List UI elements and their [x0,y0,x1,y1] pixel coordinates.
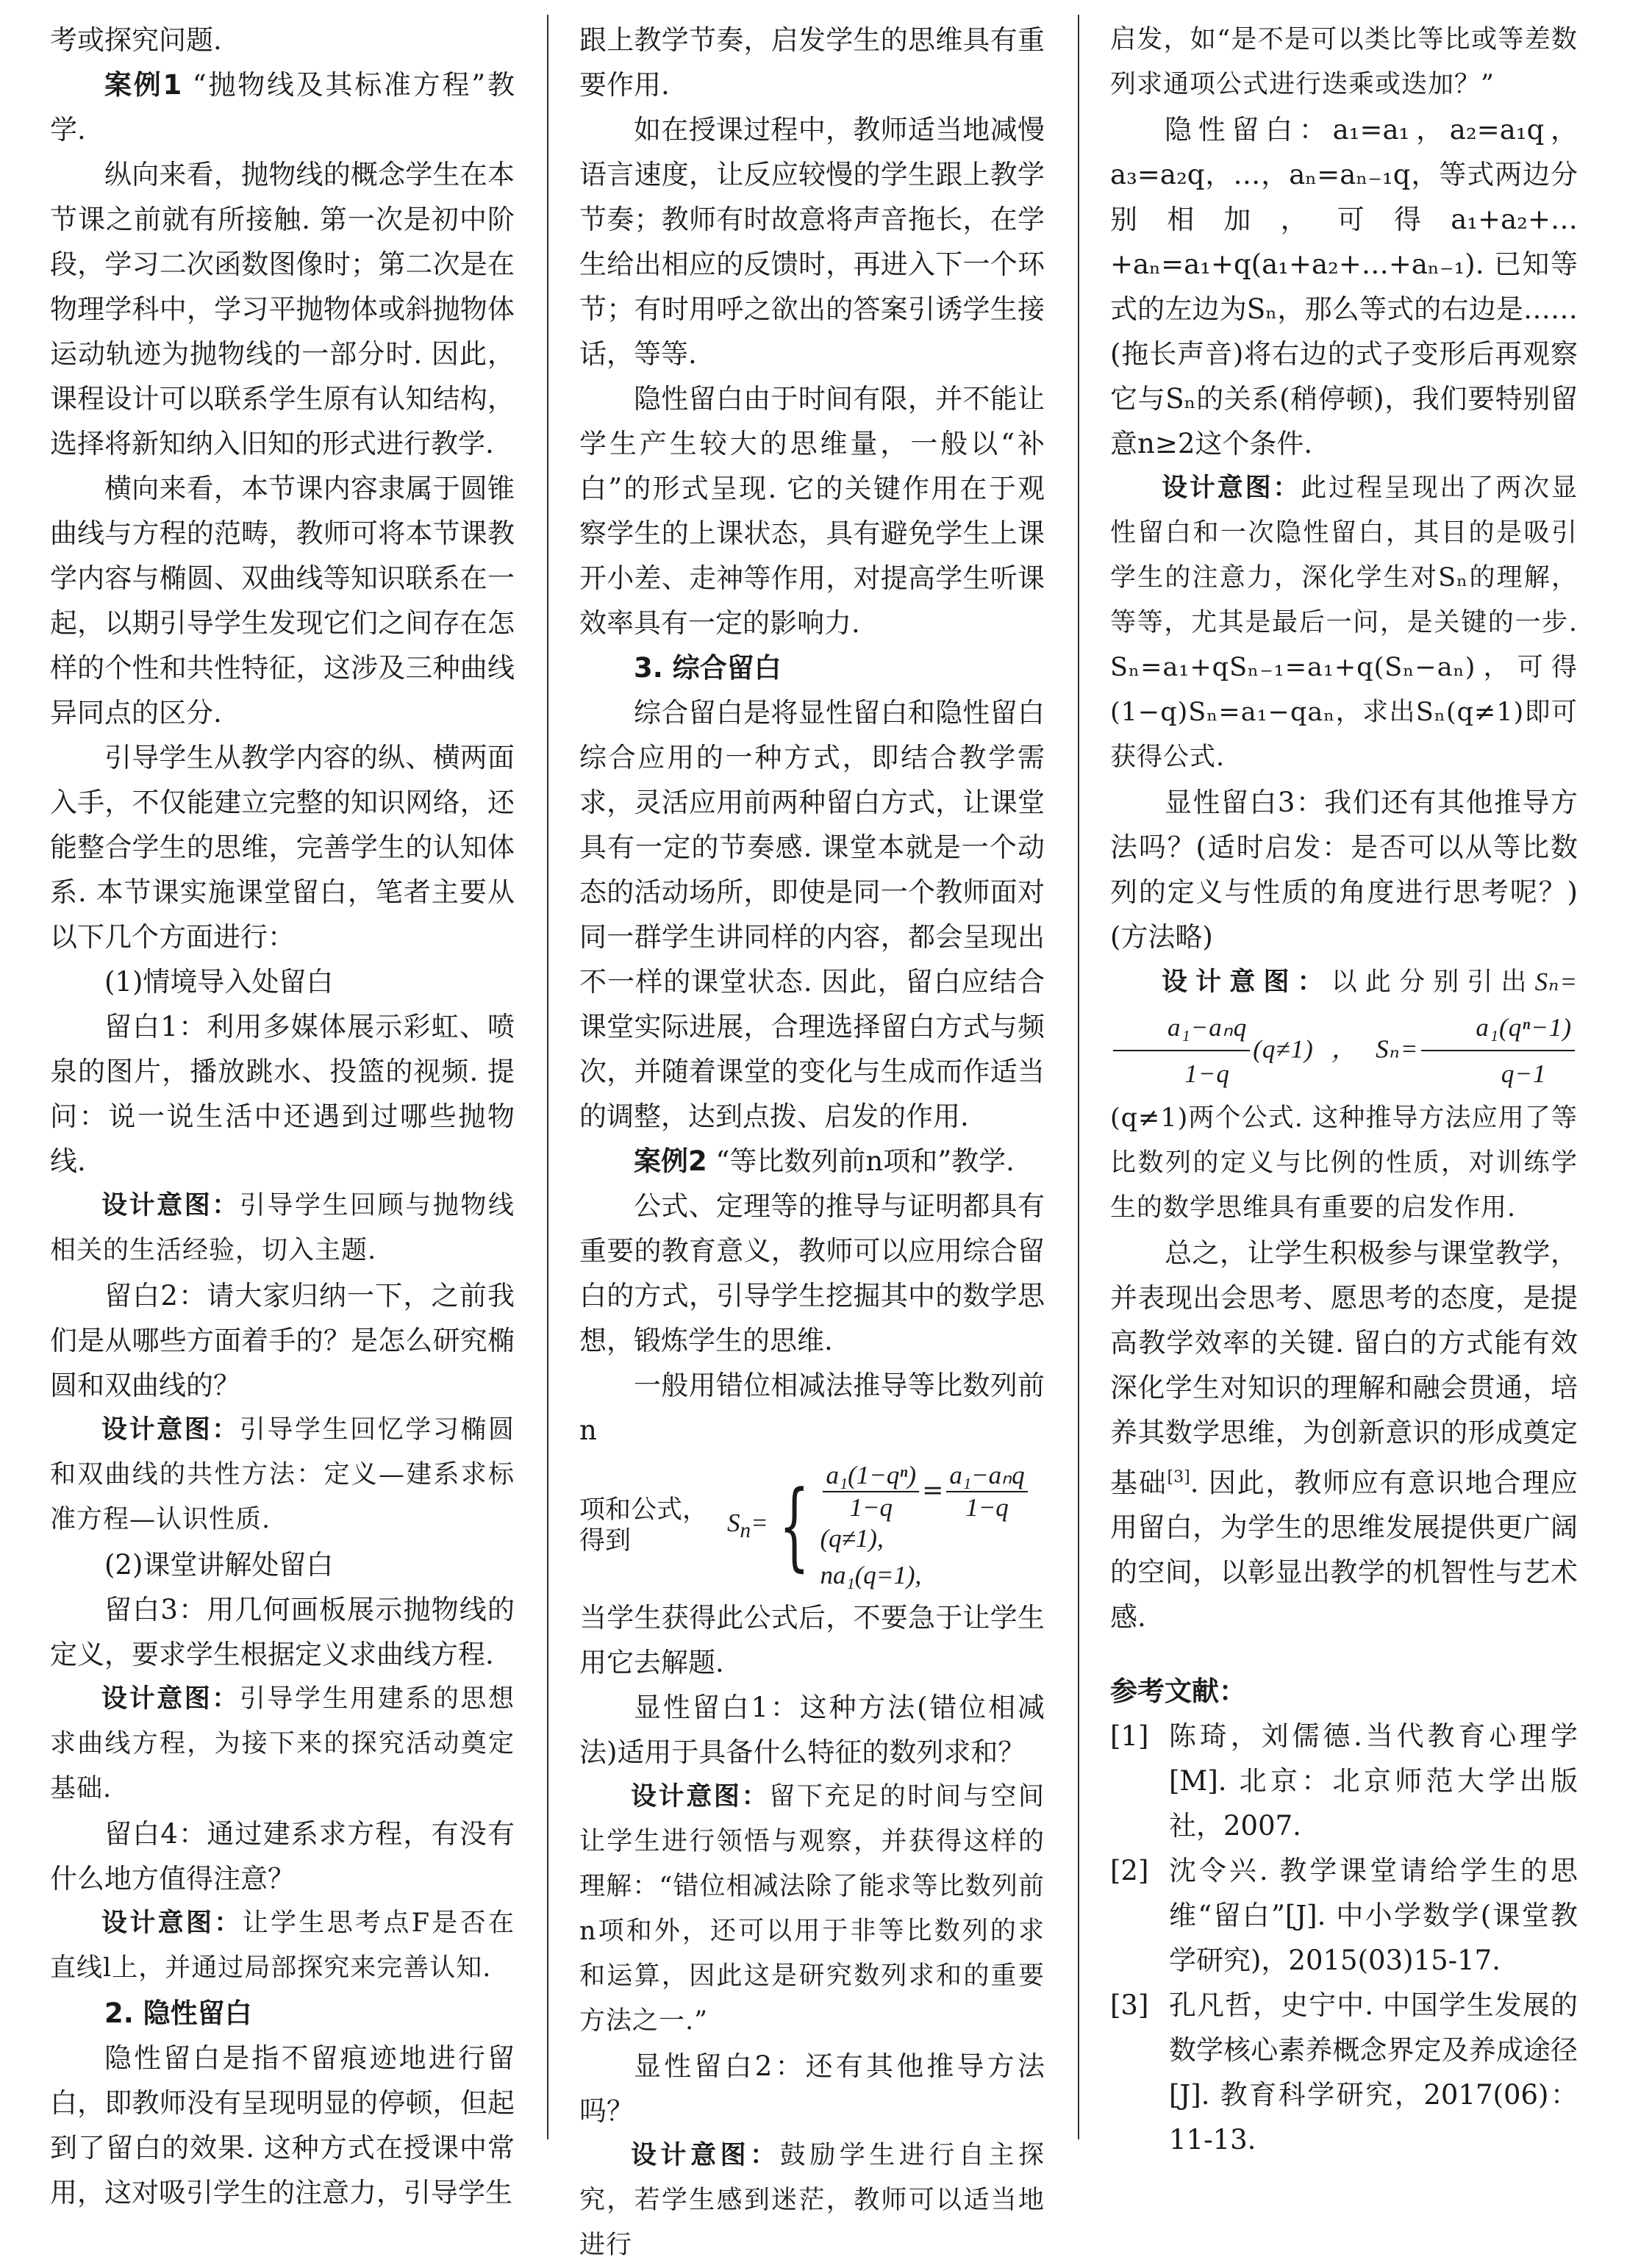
case-heading: 案例2 “等比数列前n项和”教学. [634,1145,1015,1177]
paragraph: 显性留白2：还有其他推导方法吗？ [579,2050,1045,2127]
reference-item: [1] 陈琦，刘儒德.当代教育心理学[M]. 北京：北京师范大学出版社，2007. [1110,1720,1578,1842]
paragraph: 综合留白是将显性留白和隐性留白综合应用的一种方式，即结合教学需求，灵活应用前两种留白方式，让课堂具有一定的节奏感. 课堂本就是一个动态的活动场所，即使是同一个教师面对同一群学生讲同样的内容，都会呈现出不一样的课堂状态. 因此，留白应结合课堂实际进展，合理选择留白方式与频次，并随着课堂的变化与生成而作适当的调整，达到点拨、启发的作用. [579,697,1045,1132]
conclusion-paragraph: 总之，让学生积极参与课堂教学，并表现出会思考、愿思考的态度，是提高教学效率的关键. 留白的方式能有效深化学生对知识的理解和融会贯通，培养其数学思维，为创新意识的形成奠定基础[3]. 因此，教师应有意识地合理应用留白，为学生的思维发展提供更广阔的空间，以彰显出教学的机智性与艺术感. [1110,1237,1578,1634]
column-3 [1110,18,1578,2162]
equation-symbol: $S_n=$ [727,1508,768,1542]
design-intent: 设计意图：此过程呈现出了两次显性留白和一次隐性留白，其目的是吸引学生的注意力，深化学生对Sₙ的理解，等等，尤其是最后一问，是关键的一步. Sₙ=a₁+qSₙ₋₁=a₁+q(Sₙ−aₙ)，可得(1−q)Sₙ=a₁−qaₙ，求出Sₙ(q≠1)即可获得公式. [1110,473,1578,772]
sum-formula [579,1460,1045,1591]
citation: [3] [1167,1468,1190,1487]
fraction: $\frac{\text{a₁(1−qⁿ)}}{1-q}$ [823,1460,919,1523]
paragraph: 考或探究问题. [50,24,222,56]
left-brace: { [779,1470,809,1581]
formula-cases [820,1460,1045,1591]
paragraph: 如在授课过程中，教师适当地减慢语言速度，让反应较慢的学生跟上教学节奏；教师有时故意将声音拖长，在学生给出相应的反馈时，再进入下一个环节；有时用呼之欲出的答案引诱学生接话，等等. [579,114,1045,370]
paragraph: 留白1：利用多媒体展示彩虹、喷泉的图片，播放跳水、投篮的视频. 提问：说一说生活中还遇到过哪些抛物线. [50,1011,515,1177]
paragraph: 引导学生从教学内容的纵、横两面入手，不仅能建立完整的知识网络，还能整合学生的思维，完善学生的认知体系. 本节课实施课堂留白，笔者主要从以下几个方面进行： [50,742,515,953]
paragraph: 当学生获得此公式后，不要急于让学生用它去解题. [579,1602,1045,1678]
subsection-heading: (2)课堂讲解处留白 [104,1549,334,1581]
paragraph: 隐性留白是指不留痕迹地进行留白，即教师没有呈现明显的停顿，但起到了留白的效果. 这种方式在授课中常用，这对吸引学生的注意力，引导学生 [50,2042,515,2208]
subsection-heading: (1)情境导入处留白 [104,966,334,998]
paragraph: 公式、定理等的推导与证明都具有重要的教育意义，教师可以应用综合留白的方式，引导学生挖掘其中的数学思想，锻炼学生的思维. [579,1190,1045,1356]
design-intent: 设计意图：引导学生用建系的思想求曲线方程，为接下来的探究活动奠定基础. [50,1684,515,1803]
paragraph: 隐性留白由于时间有限，并不能让学生产生较大的思维量，一般以“补白”的形式呈现. 它的关键作用在于观察学生的上课状态，具有避免学生上课开小差、走神等作用，对提高学生听课效率具有一定的影响力. [579,383,1045,639]
paragraph: 留白4：通过建系求方程，有没有什么地方值得注意？ [50,1818,515,1895]
case-heading: 案例1 “抛物线及其标准方程”教学. [50,69,515,146]
design-intent: 设计意图：留下充足的时间与空间让学生进行领悟与观察，并获得这样的理解：“错位相减法除了能求等比数列前n项和外，还可以用于非等比数列的求和运算，因此这是研究数列求和的重要方法之一.” [579,1782,1045,2036]
fraction: $\frac{\text{a₁(qⁿ−1)}}{q-1}$ [1421,1005,1575,1096]
design-intent: 设计意图：以此分别引出Sₙ= $\frac{\text{a₁−aₙq}}{1-q}$ (q≠1)，Sₙ= $\frac{\text{a₁(qⁿ−1)}}{q-1}$ (q≠1)两个公式. 这种推导方法应用了等比数列的定义与比例的性质，对训练学生的数学思维具有重要的启发作用. [1110,967,1578,1223]
paragraph: 一般用错位相减法推导等比数列前n [579,1370,1045,1446]
design-intent: 设计意图：引导学生回顾与抛物线相关的生活经验，切入主题. [50,1191,515,1265]
fraction: $\frac{\text{a₁−aₙq}}{1-q}$ [1113,1005,1250,1096]
fraction: $\frac{\text{a₁−aₙq}}{1-q}$ [946,1460,1027,1523]
column-1 [50,18,515,2215]
reference-item: [3] 孔凡哲，史宁中. 中国学生发展的数学核心素养概念界定及养成途径[J]. 教育科学研究，2017(06)：11-13. [1110,1989,1578,2156]
column-divider-2 [1078,15,1079,2139]
references-heading: 参考文献： [1110,1675,1246,1708]
paragraph: 留白3：用几何画板展示抛物线的定义，要求学生根据定义求曲线方程. [50,1594,515,1670]
reference-item: [2] 沈令兴. 教学课堂请给学生的思维“留白”[J]. 中小学数学(课堂教学研究)，2015(03)15-17. [1110,1855,1578,1977]
paragraph: 启发，如“是不是可以类比等比或等差数列求通项公式进行迭乘或迭加？” [1110,25,1578,99]
paragraph: 显性留白1：这种方法(错位相减法)适用于具备什么特征的数列求和？ [579,1692,1045,1768]
paragraph: 留白2：请大家归纳一下，之前我们是从哪些方面着手的？是怎么研究椭圆和双曲线的？ [50,1280,515,1401]
formula-case-2: na₁(q=1), [820,1561,922,1589]
paragraph: 跟上教学节奏，启发学生的思维具有重要作用. [579,24,1045,101]
section-heading: 3. 综合留白 [634,652,782,684]
column-2 [579,18,1045,2268]
section-heading: 2. 隐性留白 [104,1997,252,2029]
paragraph: 纵向来看，抛物线的概念学生在本节课之前就有所接触. 第一次是初中阶段，学习二次函数图像时；第二次是在物理学科中，学习平抛物体或斜抛物体运动轨迹为抛物线的一部分时. 因此，课程设计可以联系学生原有认知结构，选择将新知纳入旧知的形式进行教学. [50,159,515,459]
design-intent: 设计意图：让学生思考点F是否在直线l上，并通过局部探究来完善认知. [50,1909,515,1983]
design-intent: 设计意图：引导学生回忆学习椭圆和双曲线的共性方法：定义—建系求标准方程—认识性质. [50,1415,515,1534]
column-divider-1 [547,15,548,2139]
design-intent: 设计意图：鼓励学生进行自主探究，若学生感到迷茫，教师可以适当地进行 [579,2141,1045,2260]
paragraph: 横向来看，本节课内容隶属于圆锥曲线与方程的范畴，教师可将本节课教学内容与椭圆、双曲线等知识联系在一起，以期引导学生发现它们之间存在怎样的个性和共性特征，这涉及三种曲线异同点的区分. [50,473,515,729]
paragraph: 显性留白3：我们还有其他推导方法吗？(适时启发：是否可以从等比数列的定义与性质的角度进行思考呢？)(方法略) [1110,787,1578,953]
paragraph: 隐性留白：a₁=a₁，a₂=a₁q，a₃=a₂q，…，aₙ=aₙ₋₁q，等式两边分别相加，可得a₁+a₂+…+aₙ=a₁+q(a₁+a₂+…+aₙ₋₁). 已知等式的左边为Sₙ，那么等式的右边是……(拖长声音)将右边的式子变形后再观察它与Sₙ的关系(稍停顿)，我们要特别留意n≥2这个条件. [1110,114,1578,459]
formula-case-1: $\frac{\text{a₁(1−qⁿ)}}{1-q}$ = $\frac{\text{a₁−aₙq}}{1-q}$ (q≠1), [820,1460,1045,1554]
equation-lead: 项和公式，得到 [579,1495,709,1556]
